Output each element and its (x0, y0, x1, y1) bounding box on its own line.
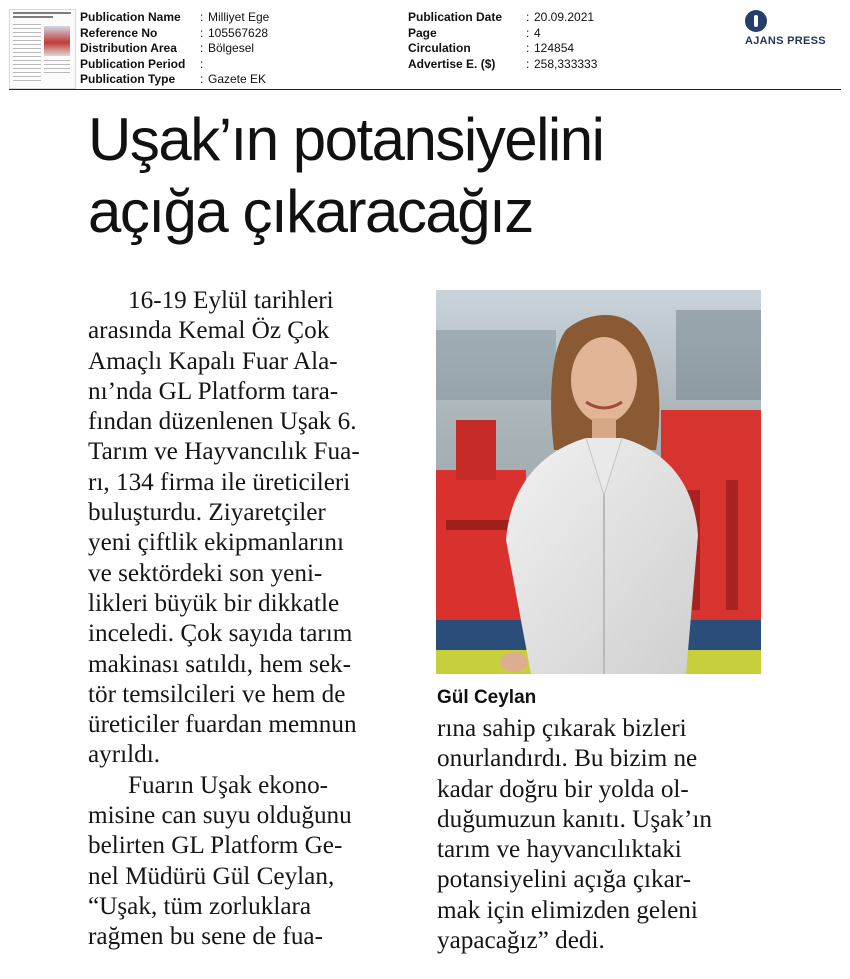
meta-row-advertise-equivalent (408, 57, 597, 73)
body-line: yeni çiftlik ekipmanlarını (88, 529, 344, 557)
meta-row-distribution-area (80, 41, 269, 57)
body-line: potansiyelini açığa çıkar- (437, 866, 692, 894)
meta-value: Bölgesel (208, 41, 255, 56)
body-line: arasında Kemal Öz Çok (88, 317, 330, 345)
thumbnail-text-line (13, 44, 41, 45)
body-line: makinası satıldı, hem sek- (88, 650, 352, 678)
thumbnail-text-line (44, 72, 70, 73)
body-line: tör temsilcileri ve hem de (88, 680, 346, 708)
body-line: fından düzenlenen Uşak 6. (88, 408, 357, 436)
thumbnail-text-line (44, 64, 70, 65)
meta-value: Gazete EK (208, 72, 267, 87)
meta-row-publication-date (408, 10, 597, 26)
body-line: ayrıldı. (88, 741, 161, 769)
thumbnail-text-line (44, 60, 70, 61)
meta-separator: : (200, 56, 204, 71)
body-line: ve sektördeki son yeni- (88, 559, 323, 587)
meta-separator: : (200, 10, 204, 24)
thumbnail-text-line (13, 60, 41, 61)
thumbnail-text-line (13, 24, 41, 25)
body-line: belirten GL Platform Ge- (88, 832, 343, 860)
meta-value: 20.09.2021 (534, 10, 595, 24)
meta-label: Circulation (408, 41, 471, 56)
meta-row-publication-period (80, 57, 269, 73)
thumbnail-text-line (13, 72, 41, 73)
headline-line: açığa çıkaracağız (88, 178, 533, 245)
meta-row-publication-type (80, 72, 269, 88)
header-divider (9, 89, 841, 90)
headline-line: Uşak’ın potansiyelini (88, 106, 604, 173)
article-headline (88, 104, 828, 248)
meta-label: Advertise E. ($) (408, 56, 496, 71)
thumbnail-text-line (13, 80, 41, 81)
meta-label: Publication Name (80, 10, 181, 24)
thumbnail-text-line (13, 32, 41, 33)
meta-row-reference-no (80, 26, 269, 42)
body-line: Amaçlı Kapalı Fuar Ala- (88, 347, 338, 375)
thumbnail-text-line (13, 52, 41, 53)
meta-separator: : (200, 72, 204, 87)
meta-separator: : (200, 41, 204, 56)
body-line: likleri büyük bir dikkatle (88, 589, 340, 617)
body-line: buluşturdu. Ziyaretçiler (88, 499, 326, 527)
thumbnail-text-line (13, 68, 41, 69)
article-body-left-column (88, 286, 418, 953)
thumbnail-text-line (13, 64, 41, 65)
body-line: 16-19 Eylül tarihleri (128, 287, 334, 314)
thumbnail-text-line (13, 28, 41, 29)
meta-label: Page (408, 25, 437, 40)
meta-value: 124854 (534, 41, 575, 56)
photo-caption: Gül Ceylan (437, 687, 537, 708)
body-line: onurlandırdı. Bu bizim ne (437, 745, 698, 773)
meta-label: Publication Type (80, 72, 176, 87)
body-line: inceledi. Çok sayıda tarım (88, 620, 353, 648)
meta-label: Reference No (80, 25, 158, 40)
logo-text: AJANS PRESS (745, 35, 826, 47)
meta-separator: : (200, 25, 204, 40)
meta-row-page (408, 26, 597, 42)
article-body-right-column (437, 714, 767, 956)
meta-separator: : (526, 10, 530, 24)
meta-label: Publication Period (80, 56, 186, 71)
meta-value: 4 (534, 25, 541, 40)
body-line: misine can suyu olduğunu (88, 802, 352, 830)
meta-separator: : (526, 56, 530, 71)
thumbnail-text-line (13, 48, 41, 49)
meta-label: Distribution Area (80, 41, 177, 56)
meta-value: Milliyet Ege (208, 10, 270, 24)
meta-row-circulation (408, 41, 597, 57)
thumbnail-title-line (13, 12, 71, 14)
body-line: kadar doğru bir yolda ol- (437, 775, 689, 803)
thumbnail-text-line (13, 56, 41, 57)
meta-label: Publication Date (408, 10, 503, 24)
ajans-press-logo (745, 10, 841, 50)
body-line: rı, 134 firma ile üreticileri (88, 468, 351, 496)
body-line: mak için elimizden geleni (437, 896, 698, 924)
meta-separator: : (526, 41, 530, 56)
body-line: rına sahip çıkarak bizleri (437, 715, 687, 742)
clipping-thumbnail (9, 9, 76, 89)
thumbnail-photo (44, 26, 70, 56)
body-line: Fuarın Uşak ekono- (128, 771, 329, 799)
meta-value: 258,333333 (534, 56, 598, 71)
body-line: Tarım ve Hayvancılık Fua- (88, 438, 360, 466)
thumbnail-text-line (13, 40, 41, 41)
thumbnail-text-line (13, 76, 41, 77)
meta-row-publication-name (80, 10, 269, 26)
publication-meta-left (80, 10, 269, 88)
body-line: “Uşak, tüm zorluklara (88, 892, 312, 920)
thumbnail-text-line (13, 36, 41, 37)
body-line: tarım ve hayvancılıktaki (437, 836, 682, 864)
article-photo (436, 290, 761, 674)
publication-meta-right (408, 10, 597, 72)
ajans-press-logo-icon (745, 10, 767, 32)
body-line: nel Müdürü Gül Ceylan, (88, 862, 335, 890)
meta-value: 105567628 (208, 25, 269, 40)
thumbnail-text-line (44, 68, 70, 69)
body-line: nı’nda GL Platform tara- (88, 377, 339, 405)
body-line: yapacağız” dedi. (437, 927, 605, 955)
body-line: duğumuzun kanıtı. Uşak’ın (437, 805, 712, 833)
body-line: üreticiler fuardan memnun (88, 711, 357, 739)
portrait-photo-illustration (436, 290, 761, 674)
meta-separator: : (526, 25, 530, 40)
body-line: rağmen bu sene de fua- (88, 923, 323, 951)
thumbnail-title-line (13, 16, 53, 18)
